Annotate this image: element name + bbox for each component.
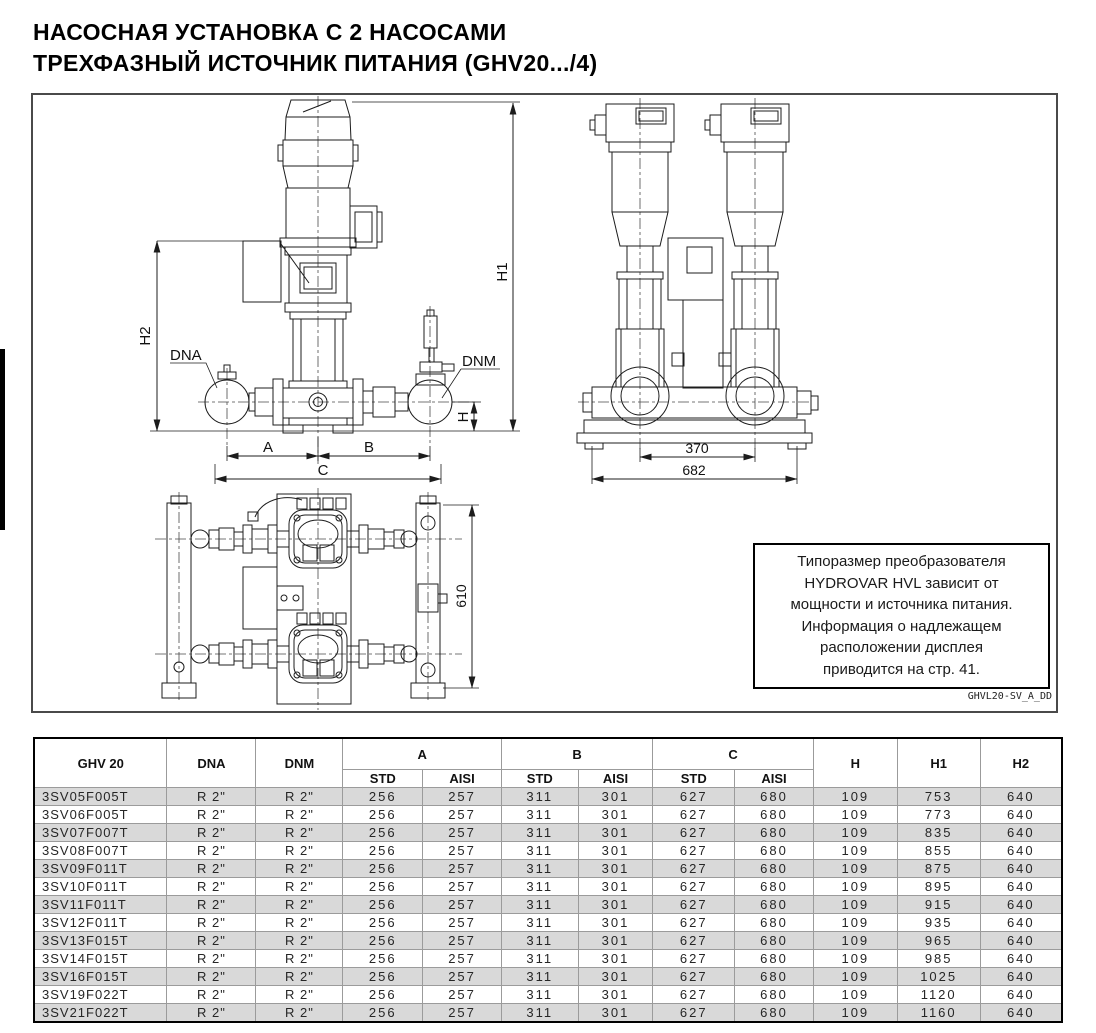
table-cell: 301	[578, 986, 653, 1004]
subcol-header-std: STD	[501, 770, 578, 788]
table-row	[34, 896, 1062, 914]
table-cell: 627	[653, 842, 735, 860]
table-cell: 311	[501, 878, 578, 896]
col-header-c: C	[653, 738, 814, 770]
col-header-b: B	[501, 738, 652, 770]
table-row	[34, 932, 1062, 950]
table-cell: 627	[653, 932, 735, 950]
spec-table-body	[34, 788, 1062, 1023]
table-row	[34, 860, 1062, 878]
col-header-h: H	[813, 738, 897, 788]
dim-label-c: C	[317, 462, 329, 479]
col-header-a: A	[343, 738, 502, 770]
table-cell: 311	[501, 860, 578, 878]
table-cell: 680	[735, 968, 814, 986]
table-cell: 256	[343, 824, 423, 842]
table-cell: 256	[343, 968, 423, 986]
table-cell: R 2"	[256, 932, 343, 950]
note-line: мощности и источника питания.	[790, 596, 1013, 613]
dim-label-682: 682	[682, 462, 706, 478]
table-cell: R 2"	[256, 968, 343, 986]
table-cell: 257	[423, 968, 502, 986]
table-cell: 3SV06F005T	[34, 806, 167, 824]
col-header-dnm: DNM	[256, 738, 343, 788]
table-cell: 256	[343, 1004, 423, 1023]
table-cell: 257	[423, 950, 502, 968]
table-cell: 985	[897, 950, 980, 968]
front-view-drawing	[137, 96, 520, 484]
table-cell: 301	[578, 842, 653, 860]
table-cell: 1160	[897, 1004, 980, 1023]
table-cell: R 2"	[256, 824, 343, 842]
table-cell: 627	[653, 986, 735, 1004]
table-cell: R 2"	[167, 788, 256, 806]
table-cell: R 2"	[167, 896, 256, 914]
table-cell: 627	[653, 806, 735, 824]
table-cell: 109	[813, 968, 897, 986]
table-cell: 640	[980, 860, 1062, 878]
dim-label-610: 610	[453, 584, 469, 608]
table-row	[34, 986, 1062, 1004]
table-cell: R 2"	[167, 806, 256, 824]
table-cell: 311	[501, 914, 578, 932]
table-row	[34, 914, 1062, 932]
table-cell: 256	[343, 914, 423, 932]
note-line: расположении дисплея	[820, 639, 983, 656]
table-cell: 109	[813, 896, 897, 914]
table-cell: 109	[813, 914, 897, 932]
dimension-table	[33, 737, 1063, 1023]
table-cell: 1025	[897, 968, 980, 986]
table-cell: 855	[897, 842, 980, 860]
table-cell: 301	[578, 806, 653, 824]
table-cell: 109	[813, 1004, 897, 1023]
table-row	[34, 950, 1062, 968]
col-header-h2: H2	[980, 738, 1062, 788]
table-cell: 109	[813, 986, 897, 1004]
subcol-header-aisi: AISI	[578, 770, 653, 788]
table-cell: 3SV14F015T	[34, 950, 167, 968]
table-cell: 257	[423, 842, 502, 860]
col-header-h1: H1	[897, 738, 980, 788]
table-cell: 3SV12F011T	[34, 914, 167, 932]
table-cell: 311	[501, 1004, 578, 1023]
table-cell: 311	[501, 896, 578, 914]
col-header-model: GHV 20	[34, 738, 167, 788]
table-cell: 257	[423, 788, 502, 806]
table-cell: 915	[897, 896, 980, 914]
table-cell: 680	[735, 1004, 814, 1023]
table-cell: 965	[897, 932, 980, 950]
table-cell: 640	[980, 986, 1062, 1004]
table-cell: 311	[501, 932, 578, 950]
dim-label-370: 370	[685, 440, 709, 456]
table-cell: 835	[897, 824, 980, 842]
table-cell: 680	[735, 878, 814, 896]
table-cell: 256	[343, 950, 423, 968]
table-cell: 680	[735, 824, 814, 842]
table-cell: 640	[980, 932, 1062, 950]
dim-label-h1: H1	[494, 262, 511, 282]
table-cell: 256	[343, 860, 423, 878]
table-cell: 3SV05F005T	[34, 788, 167, 806]
table-cell: R 2"	[256, 986, 343, 1004]
table-cell: 311	[501, 806, 578, 824]
table-cell: 257	[423, 896, 502, 914]
table-row	[34, 824, 1062, 842]
table-cell: 3SV09F011T	[34, 860, 167, 878]
table-cell: R 2"	[256, 806, 343, 824]
table-cell: 627	[653, 914, 735, 932]
table-cell: 257	[423, 878, 502, 896]
col-header-dna: DNA	[167, 738, 256, 788]
table-cell: 301	[578, 896, 653, 914]
table-cell: 311	[501, 788, 578, 806]
table-cell: 311	[501, 842, 578, 860]
table-cell: 640	[980, 824, 1062, 842]
dim-label-h: H	[455, 411, 472, 423]
table-cell: R 2"	[256, 896, 343, 914]
table-cell: 109	[813, 842, 897, 860]
note-line: Информация о надлежащем	[801, 617, 1002, 635]
note-line: Типоразмер преобразователя	[797, 553, 1006, 570]
table-cell: R 2"	[256, 914, 343, 932]
table-cell: 256	[343, 932, 423, 950]
table-cell: 627	[653, 950, 735, 968]
table-cell: R 2"	[167, 968, 256, 986]
table-row	[34, 878, 1062, 896]
table-cell: R 2"	[256, 1004, 343, 1023]
dim-label-a: A	[262, 439, 274, 456]
table-cell: 680	[735, 986, 814, 1004]
table-cell: 3SV11F011T	[34, 896, 167, 914]
table-row	[34, 788, 1062, 806]
top-view-drawing	[155, 488, 479, 710]
table-cell: 1120	[897, 986, 980, 1004]
note-line: HYDROVAR HVL зависит от	[804, 574, 999, 592]
table-cell: 256	[343, 878, 423, 896]
table-cell: R 2"	[167, 1004, 256, 1023]
subcol-header-aisi: AISI	[735, 770, 814, 788]
table-cell: 301	[578, 788, 653, 806]
table-cell: 753	[897, 788, 980, 806]
table-cell: 311	[501, 824, 578, 842]
note-line: приводится на стр. 41.	[823, 660, 980, 678]
subcol-header-std: STD	[343, 770, 423, 788]
table-cell: R 2"	[167, 842, 256, 860]
table-cell: R 2"	[167, 950, 256, 968]
table-cell: 680	[735, 842, 814, 860]
table-cell: 256	[343, 788, 423, 806]
table-cell: 680	[735, 806, 814, 824]
page-title-line1: НАСОСНАЯ УСТАНОВКА С 2 НАСОСАМИ	[33, 19, 507, 45]
table-cell: 256	[343, 806, 423, 824]
table-cell: 301	[578, 1004, 653, 1023]
table-cell: 109	[813, 860, 897, 878]
port-label-dna: DNA	[170, 347, 202, 364]
table-cell: R 2"	[167, 860, 256, 878]
table-cell: 257	[423, 806, 502, 824]
drawing-code-caption: GHVL20-SV_A_DD	[967, 691, 1052, 702]
table-cell: 680	[735, 950, 814, 968]
table-cell: 3SV16F015T	[34, 968, 167, 986]
table-cell: 109	[813, 806, 897, 824]
table-cell: 301	[578, 860, 653, 878]
note-box	[753, 543, 1050, 689]
table-cell: 935	[897, 914, 980, 932]
table-row	[34, 806, 1062, 824]
table-row	[34, 1004, 1062, 1023]
table-cell: 3SV21F022T	[34, 1004, 167, 1023]
table-cell: 680	[735, 914, 814, 932]
table-cell: 109	[813, 950, 897, 968]
table-cell: 311	[501, 950, 578, 968]
table-cell: 680	[735, 788, 814, 806]
table-cell: 301	[578, 824, 653, 842]
table-cell: R 2"	[167, 986, 256, 1004]
table-cell: 301	[578, 878, 653, 896]
table-cell: 257	[423, 914, 502, 932]
table-cell: 3SV08F007T	[34, 842, 167, 860]
table-cell: 680	[735, 932, 814, 950]
table-cell: R 2"	[167, 914, 256, 932]
table-cell: 3SV19F022T	[34, 986, 167, 1004]
table-cell: 109	[813, 824, 897, 842]
table-cell: R 2"	[167, 932, 256, 950]
table-cell: 627	[653, 1004, 735, 1023]
table-cell: 627	[653, 788, 735, 806]
subcol-header-aisi: AISI	[423, 770, 502, 788]
table-cell: 627	[653, 896, 735, 914]
table-cell: 257	[423, 824, 502, 842]
table-cell: 311	[501, 968, 578, 986]
table-cell: 256	[343, 896, 423, 914]
port-label-dnm: DNM	[462, 353, 497, 370]
table-cell: R 2"	[167, 878, 256, 896]
table-cell: 257	[423, 860, 502, 878]
table-cell: 627	[653, 878, 735, 896]
table-cell: 640	[980, 1004, 1062, 1023]
table-cell: 627	[653, 860, 735, 878]
subcol-header-std: STD	[653, 770, 735, 788]
table-cell: 640	[980, 950, 1062, 968]
table-cell: R 2"	[256, 860, 343, 878]
table-cell: 257	[423, 932, 502, 950]
table-cell: 311	[501, 986, 578, 1004]
table-cell: 640	[980, 878, 1062, 896]
dim-label-h2: H2	[137, 326, 154, 346]
table-cell: 773	[897, 806, 980, 824]
table-cell: 640	[980, 914, 1062, 932]
table-row	[34, 842, 1062, 860]
table-cell: 640	[980, 842, 1062, 860]
table-cell: R 2"	[256, 842, 343, 860]
table-cell: 680	[735, 896, 814, 914]
table-cell: 257	[423, 1004, 502, 1023]
table-row	[34, 968, 1062, 986]
table-cell: 301	[578, 950, 653, 968]
table-cell: 257	[423, 986, 502, 1004]
side-view-drawing	[577, 98, 818, 484]
table-cell: 301	[578, 968, 653, 986]
table-cell: R 2"	[256, 788, 343, 806]
table-cell: 895	[897, 878, 980, 896]
table-cell: R 2"	[256, 878, 343, 896]
table-cell: 3SV10F011T	[34, 878, 167, 896]
table-cell: 640	[980, 968, 1062, 986]
table-cell: 3SV07F007T	[34, 824, 167, 842]
table-cell: R 2"	[256, 950, 343, 968]
table-cell: 256	[343, 842, 423, 860]
table-cell: 301	[578, 914, 653, 932]
table-cell: R 2"	[167, 824, 256, 842]
table-cell: 640	[980, 806, 1062, 824]
table-cell: 256	[343, 986, 423, 1004]
table-cell: 875	[897, 860, 980, 878]
table-cell: 680	[735, 860, 814, 878]
page-title-line2: ТРЕХФАЗНЫЙ ИСТОЧНИК ПИТАНИЯ (GHV20.../4)	[33, 50, 598, 76]
dim-label-b: B	[363, 439, 375, 456]
table-cell: 640	[980, 788, 1062, 806]
table-cell: 109	[813, 878, 897, 896]
table-cell: 301	[578, 932, 653, 950]
table-cell: 109	[813, 932, 897, 950]
table-cell: 640	[980, 896, 1062, 914]
table-cell: 627	[653, 968, 735, 986]
table-cell: 627	[653, 824, 735, 842]
table-cell: 3SV13F015T	[34, 932, 167, 950]
table-cell: 109	[813, 788, 897, 806]
